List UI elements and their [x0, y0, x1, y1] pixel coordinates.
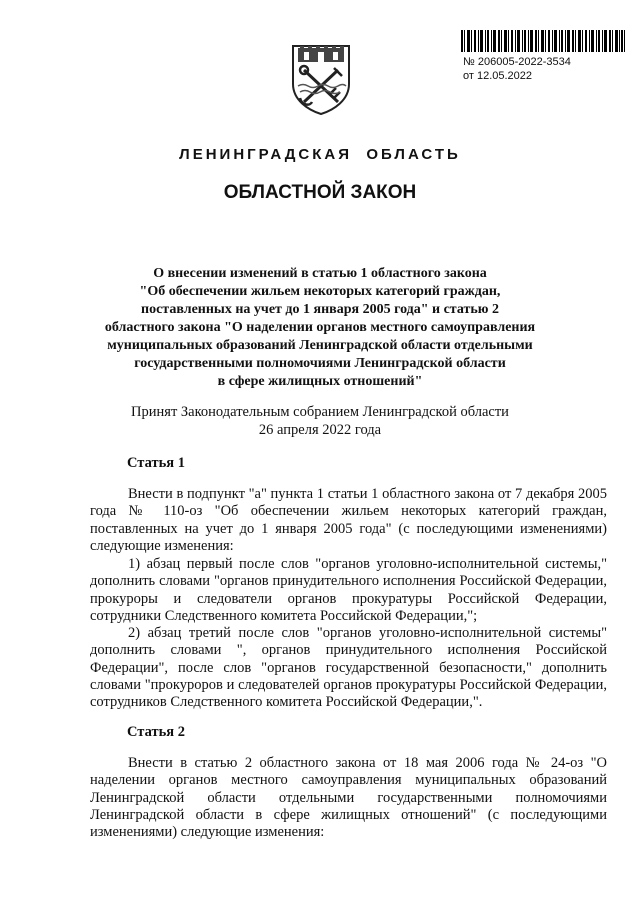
article-1-item-2: [90, 625, 607, 711]
subject-line: О внесении изменений в статью 1 областного закона: [153, 266, 487, 281]
article-2-heading: Статья 2: [127, 724, 185, 740]
article-1-item-1: [90, 556, 607, 625]
subject-line: в сфере жилищных отношений": [217, 374, 423, 389]
registration-number: № 206005-2022-3534: [463, 56, 571, 68]
subject-line: государственными полномочиями Ленинградской области: [134, 356, 506, 371]
barcode: [461, 30, 625, 52]
article-1-heading: Статья 1: [127, 455, 185, 471]
document-type-title: ОБЛАСТНОЙ ЗАКОН: [223, 182, 417, 203]
article-1-intro: [90, 486, 607, 555]
paragraph-text: 2) абзац третий после слов "органов уголовно-исполнительной системы" дополнить словами ", органов принудительного исполнения Российской Федерации", после слов "органов государственной безопасности," дополнить словами "прокуроров и следователей органов прокуратуры Российской Федерации, сотрудников Следственного комитета Российской Федерации,".: [90, 625, 607, 711]
registration-date: от 12.05.2022: [463, 70, 533, 82]
subject-line: "Об обеспечении жильем некоторых категорий граждан,: [139, 284, 501, 299]
registration-info: [463, 55, 571, 83]
adoption-note: [88, 403, 552, 439]
article-2-intro: [90, 755, 607, 841]
region-title: ЛЕНИНГРАДСКАЯ ОБЛАСТЬ: [179, 146, 461, 163]
paragraph-text: Внести в статью 2 областного закона от 18 мая 2006 года № 24-оз "О наделении органов местного самоуправления муниципальных образований Ленинградской области отдельными государственными полномочиями Ленинградской области в сфере жилищных отношений" (с последующими изменениями) следующие изменения:: [90, 755, 607, 841]
law-subject: [88, 265, 552, 391]
coat-of-arms-emblem: [290, 40, 352, 116]
paragraph-text: Внести в подпункт "а" пункта 1 статьи 1 областного закона от 7 декабря 2005 года № 110-оз "Об обеспечении жильем некоторых категорий граждан, поставленных на учет до 1 января 2005 года" (с последующими изменениями) следующие изменения:: [90, 486, 607, 554]
paragraph-text: 1) абзац первый после слов "органов уголовно-исполнительной системы," дополнить словами "органов принудительного исполнения Российской Федерации, прокуроры и следователи органов прокуратуры Российской Федерации, сотрудники Следственного комитета Российской Федерации,";: [90, 556, 607, 624]
subject-line: муниципальных образований Ленинградской области отдельными: [107, 338, 533, 353]
subject-line: поставленных на учет до 1 января 2005 года" и статью 2: [141, 302, 499, 317]
adoption-date: 26 апреля 2022 года: [258, 422, 382, 438]
subject-line: областного закона "О наделении органов местного самоуправления: [104, 320, 536, 335]
adoption-body: Принят Законодательным собранием Ленинградской области: [131, 404, 509, 420]
